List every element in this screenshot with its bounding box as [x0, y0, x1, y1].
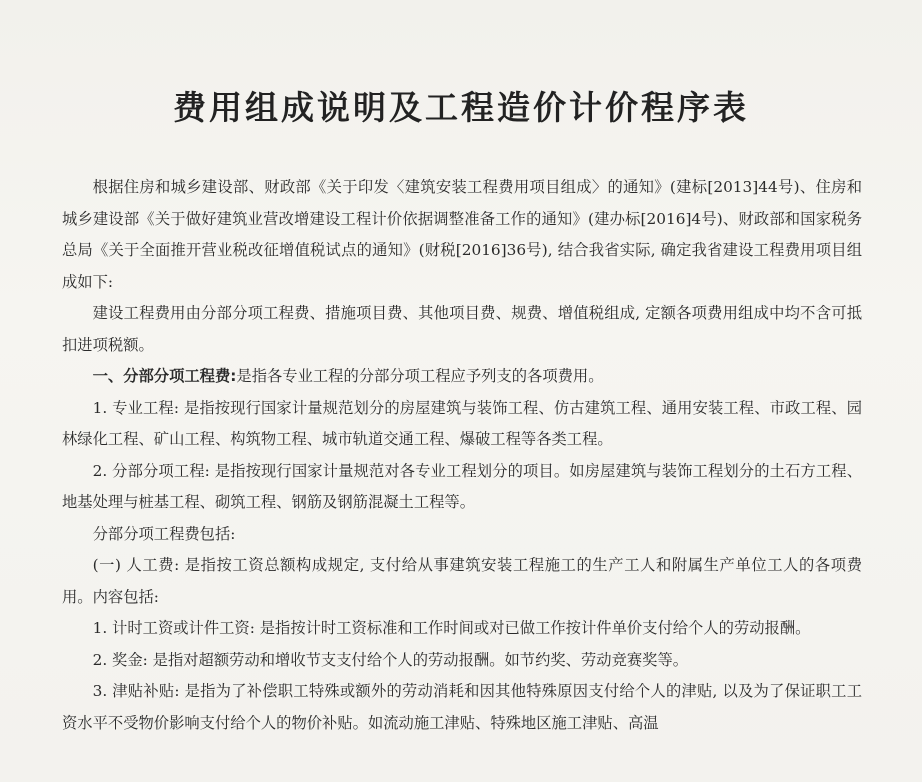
paragraph-wage: 1. 计时工资或计件工资: 是指按计时工资标准和工作时间或对已做工作按计件单价支付给个人的劳动报酬。 [92, 619, 811, 637]
paragraph-includes: 分部分项工程费包括: [92, 524, 236, 543]
paragraph-item-2: 2. 分部分项工程: 是指按现行国家计量规范对各专业工程划分的项目。如房屋建筑与装饰工程划分的土石方工程、地基处理与桩基工程、砌筑工程、钢筋及钢筋混凝土工程等。 [62, 461, 862, 511]
paragraph-bonus: 2. 奖金: 是指对超额劳动和增收节支支付给个人的劳动报酬。如节约奖、劳动竞赛奖等。 [92, 650, 689, 669]
paragraph-composition: 建设工程费用由分部分项工程费、措施项目费、其他项目费、规费、增值税组成, 定额各项费用组成中均不含可抵扣进项税额。 [62, 304, 862, 354]
paragraph-item-1: 1. 专业工程: 是指按现行国家计量规范划分的房屋建筑与装饰工程、仿古建筑工程、通用安装工程、市政工程、园林绿化工程、矿山工程、构筑物工程、城市轨道交通工程、爆破工程等各类工程。 [62, 398, 862, 448]
document-body [62, 172, 862, 739]
section-heading: 一、分部分项工程费: [92, 367, 237, 385]
paragraph-intro: 根据住房和城乡建设部、财政部《关于印发〈建筑安装工程费用项目组成〉的通知》(建标[2013]44号)、住房和城乡建设部《关于做好建筑业营改增建设工程计价依据调整准备工作的通知》(建办标[2016]4号)、财政部和国家税务总局《关于全面推开营业税改征增值税试点的通知》(财税[2016]36号), 结合我省实际, 确定我省建设工程费用项目组成如下: [62, 178, 862, 291]
paragraph-allowance: 3. 津贴补贴: 是指为了补偿职工特殊或额外的劳动消耗和因其他特殊原因支付给个人的津贴, 以及为了保证职工工资水平不受物价影响支付给个人的物价补贴。如流动施工津贴、特殊地区施工津贴、高温 [62, 682, 862, 732]
page-title: 费用组成说明及工程造价计价程序表 [173, 88, 749, 127]
paragraph-section-1: 一、分部分项工程费:是指各专业工程的分部分项工程应予列支的各项费用。 [92, 367, 604, 385]
paragraph-labor-cost: (一) 人工费: 是指按工资总额构成规定, 支付给从事建筑安装工程施工的生产工人和附属生产单位工人的各项费用。内容包括: [62, 556, 862, 606]
